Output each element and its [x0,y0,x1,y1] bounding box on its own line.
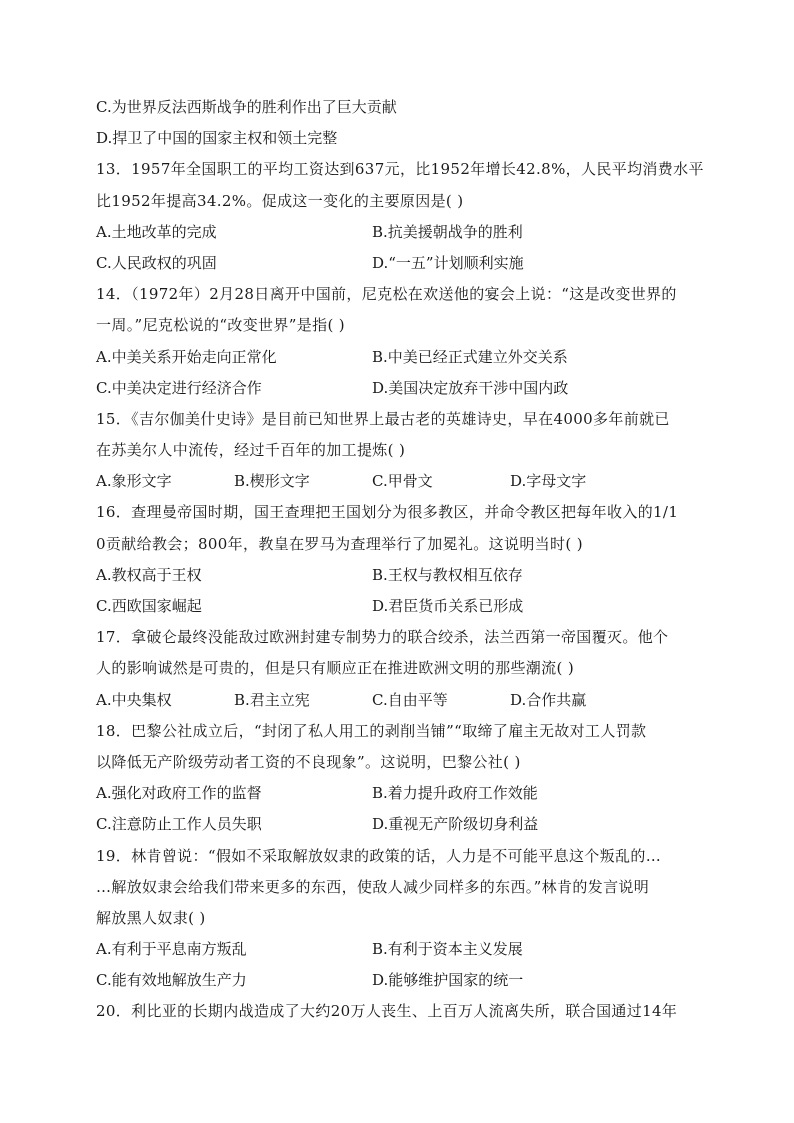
option-b: B.有利于资本主义发展 [372,940,523,959]
question-stem: 比1952年提高34.2%。促成这一变化的主要原因是( ) [96,191,464,210]
option-d: D.美国决定放弃干涉中国内政 [372,378,569,397]
option-b: B.王权与教权相互依存 [372,565,523,584]
question-14 [96,279,698,404]
option-c: C.人民政权的巩固 [96,253,217,272]
option-a: A.有利于平息南方叛乱 [96,940,247,959]
question-18 [96,716,698,841]
options-row [96,217,698,248]
exam-page [96,92,704,1028]
options-row [96,591,698,622]
question-16 [96,497,698,622]
option-a: A.象形文字 [96,472,172,491]
option-d: D.“一五”计划顺利实施 [372,253,524,272]
option-a: A.强化对政府工作的监督 [96,784,262,803]
question-stem: 20．利比亚的长期内战造成了大约20万人丧生、上百万人流离失所，联合国通过14年 [96,1002,678,1021]
option-d: D.合作共赢 [510,690,587,709]
option-b: B.楔形文字 [234,472,310,491]
option-d: D.君臣货币关系已形成 [372,597,524,615]
option-a: A.中央集权 [96,690,172,709]
option-d: D.重视无产阶级切身利益 [372,815,539,834]
options-row [96,560,698,591]
options-row [96,809,698,840]
options-row [96,685,698,716]
option-a: A.土地改革的完成 [96,222,217,241]
option-c: C.能有效地解放生产力 [96,971,247,990]
options-row [96,778,698,809]
question-stem: 19．林肯曾说：“假如不采取解放奴隶的政策的话，人力是不可能平息这个叛乱的… [96,846,662,865]
option-b: B.君主立宪 [234,690,310,709]
option-b: B.抗美援朝战争的胜利 [372,222,523,241]
question-13 [96,154,704,279]
option-c: C.自由平等 [372,690,448,709]
options-row [96,373,698,404]
question-stem: 17．拿破仑最终没能敌过欧洲封建专制势力的联合绞杀，法兰西第一帝国覆灭。他个 [96,628,669,647]
option-b: B.中美已经正式建立外交关系 [372,347,568,366]
question-stem: 0贡献给教会；800年，教皇在罗马为查理举行了加冕礼。这说明当时( ) [96,534,583,553]
option-b: B.着力提升政府工作效能 [372,784,538,803]
question-stem: 18．巴黎公社成立后，“封闭了私人用工的剥削当铺”“取缔了雇主无故对工人罚款 [96,721,647,740]
option-d: D.能够维护国家的统一 [372,971,524,990]
question-15 [96,404,698,498]
question-stem: 解放黑人奴隶( ) [96,908,206,927]
question-stem: 一周。”尼克松说的“改变世界”是指( ) [96,316,345,335]
options-row [96,342,698,373]
options-row [96,466,698,497]
question-20 [96,996,698,1027]
question-17 [96,622,698,716]
question-stem: 以降低无产阶级劳动者工资的不良现象”。这说明，巴黎公社( ) [96,752,521,771]
option-c: C.注意防止工作人员失职 [96,815,262,834]
question-stem: 16．查理曼帝国时期，国王查理把王国划分为很多教区，并命令教区把每年收入的1/1 [96,503,679,522]
option-c: C.西欧国家崛起 [96,597,202,615]
option-line: D.捍卫了中国的国家主权和领土完整 [96,129,338,148]
question-stem: 14．（1972年）2月28日离开中国前，尼克松在欢送他的宴会上说：“这是改变世界的 [96,285,677,304]
question-stem: …解放奴隶会给我们带来更多的东西，使敌人减少同样多的东西。”林肯的发言说明 [96,877,650,896]
question-stem: 13．1957年全国职工的平均工资达到637元，比1952年增长42.8%，人民平均消费水平 [96,160,704,179]
options-row [96,965,698,996]
option-a: A.教权高于王权 [96,565,202,584]
options-row [96,934,698,965]
option-a: A.中美关系开始走向正常化 [96,347,277,366]
option-c: C.甲骨文 [372,472,433,491]
question-stem: 15．《吉尔伽美什史诗》是目前已知世界上最古老的英雄诗史，早在4000多年前就已 [96,409,670,428]
option-line: C.为世界反法西斯战争的胜利作出了巨大贡献 [96,98,397,116]
question-stem: 在苏美尔人中流传，经过千百年的加工提炼( ) [96,441,406,460]
options-row [96,248,698,279]
question-19 [96,841,698,997]
option-d: D.字母文字 [510,472,587,491]
question-stem: 人的影响诚然是可贵的，但是只有顺应正在推进欧洲文明的那些潮流( ) [96,659,575,678]
option-c: C.中美决定进行经济合作 [96,378,262,397]
